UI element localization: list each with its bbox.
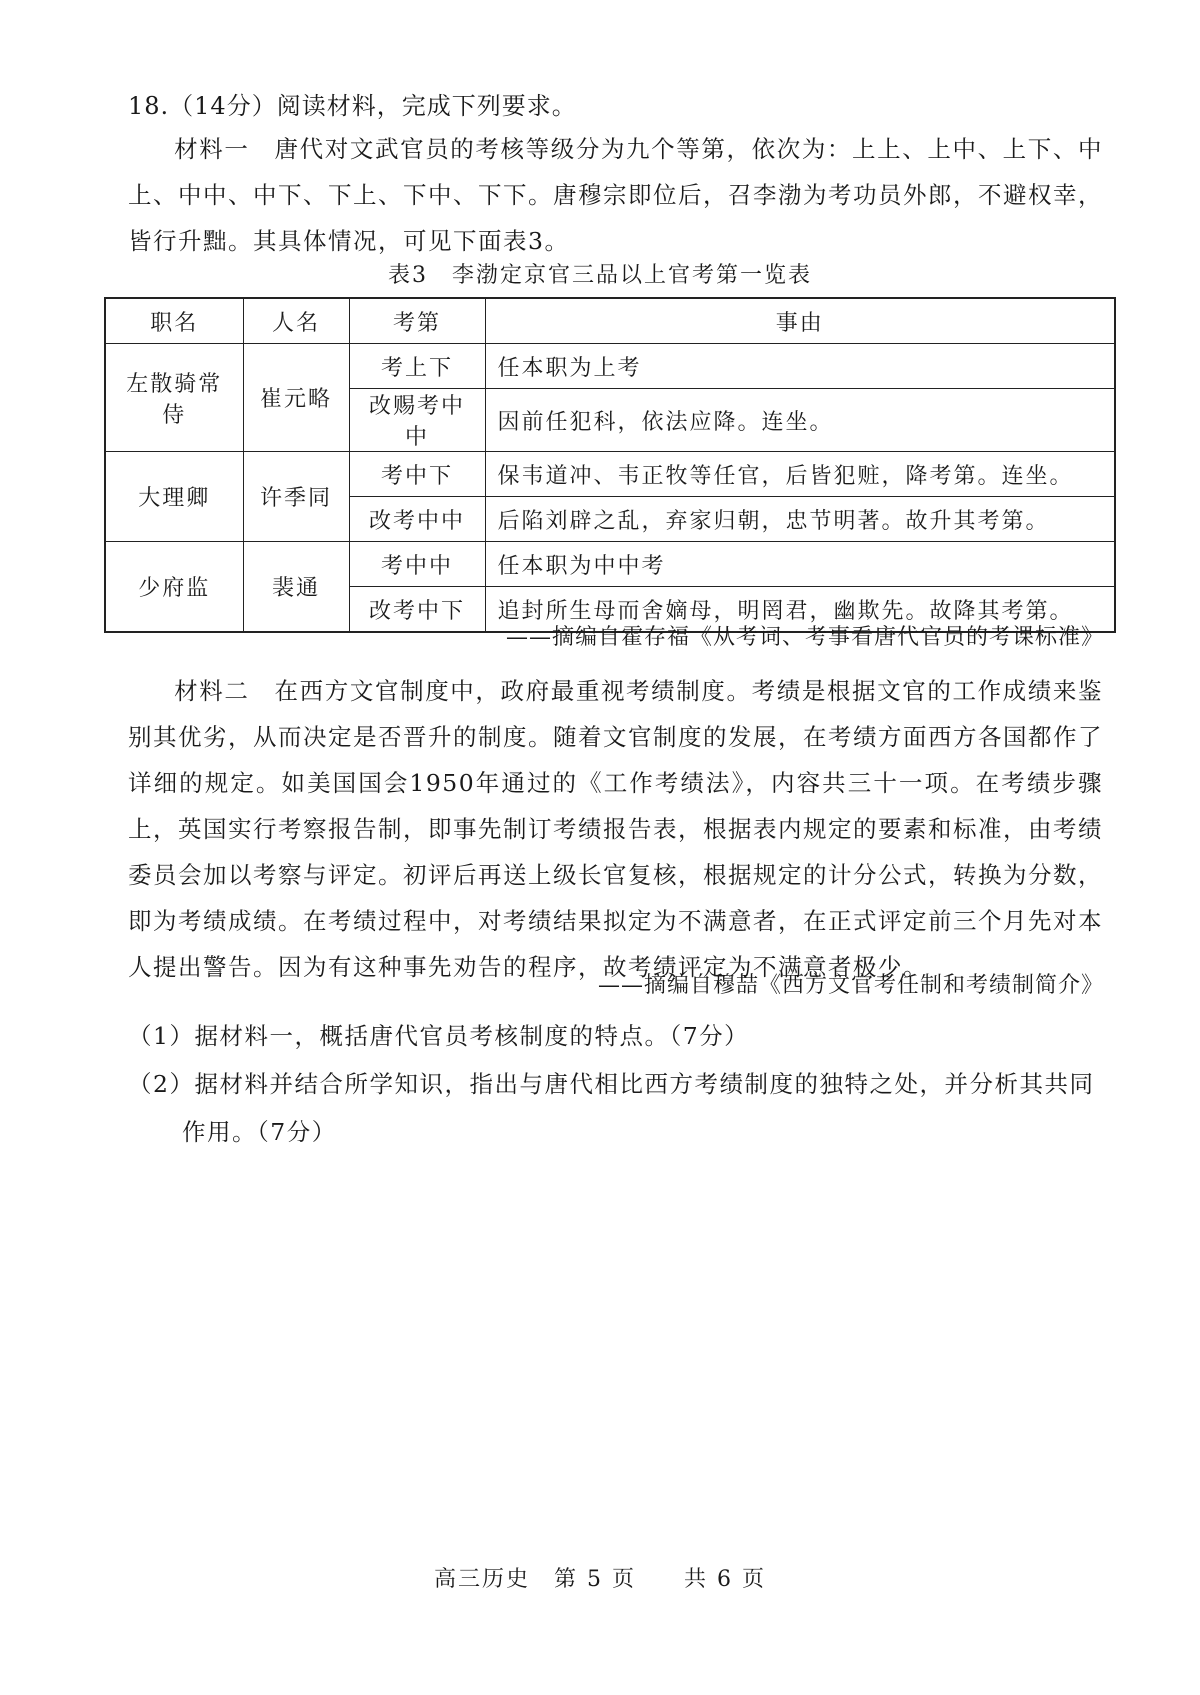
name-cell: 许季同 <box>243 452 349 542</box>
table-caption: 表3 李渤定京官三品以上官考第一览表 <box>388 263 812 288</box>
header-reason: 事由 <box>485 298 1115 344</box>
position-cell: 大理卿 <box>105 452 243 542</box>
table-row <box>105 344 1115 389</box>
header-grade: 考第 <box>349 298 485 344</box>
material-one-label: 材料一 <box>174 135 250 163</box>
sub-question-2-line2: 作用。（7分） <box>182 1118 337 1146</box>
table-header-row <box>105 298 1115 344</box>
reason-cell: 后陷刘辟之乱，弃家归朝，忠节明著。故升其考第。 <box>485 497 1115 542</box>
reason-cell: 任本职为中中考 <box>485 542 1115 587</box>
grade-cell: 改赐考中中 <box>349 389 485 452</box>
sub-question-1: （1）据材料一，概括唐代官员考核制度的特点。（7分） <box>128 1022 750 1050</box>
material-two-text: 在西方文官制度中，政府最重视考绩制度。考绩是根据文官的工作成绩来鉴别其优劣，从而决定是否晋升的制度。随着文官制度的发展，在考绩方面西方各国都作了详细的规定。如美国国会1950年通过的《工作考绩法》，内容共三十一项。在考绩步骤上，英国实行考察报告制，即事先制订考绩报告表，根据表内规定的要素和标准，由考绩委员会加以考察与评定。初评后再送上级长官复核，根据规定的计分公式，转换为分数，即为考绩成绩。在考绩过程中，对考绩结果拟定为不满意者，在正式评定前三个月先对本人提出警告。因为有这种事先劝告的程序，故考绩评定为不满意者极少。 <box>128 677 1104 981</box>
official-grade-table <box>104 297 1116 633</box>
material-two-source-citation: ——摘编自穆喆《西方文官考任制和考绩制简介》 <box>597 973 1104 998</box>
page-footer: 高三历史 第 5 页 共 6 页 <box>434 1567 766 1592</box>
grade-cell: 改考中中 <box>349 497 485 542</box>
material-two <box>128 668 1103 990</box>
reason-cell: 保韦道冲、韦正牧等任官，后皆犯赃，降考第。连坐。 <box>485 452 1115 497</box>
table-source-citation: ——摘编自霍存福《从考词、考事看唐代官员的考课标准》 <box>505 625 1104 650</box>
grade-cell: 考中下 <box>349 452 485 497</box>
position-cell: 少府监 <box>105 542 243 633</box>
material-two-label: 材料二 <box>174 677 250 705</box>
reason-cell: 任本职为上考 <box>485 344 1115 389</box>
reason-cell: 追封所生母而舍嫡母，明罔君，幽欺先。故降其考第。 <box>485 587 1115 633</box>
material-one <box>128 126 1103 264</box>
grade-cell: 改考中下 <box>349 587 485 633</box>
question-header: 18.（14分）阅读材料，完成下列要求。 <box>128 92 577 120</box>
reason-cell: 因前任犯科，依法应降。连坐。 <box>485 389 1115 452</box>
name-cell: 崔元略 <box>243 344 349 452</box>
table-row <box>105 542 1115 587</box>
grade-cell: 考中中 <box>349 542 485 587</box>
sub-question-2 <box>128 1060 1103 1156</box>
sub-question-2-line1: （2）据材料并结合所学知识，指出与唐代相比西方考绩制度的独特之处，并分析其共同 <box>128 1070 1095 1098</box>
grade-cell: 考上下 <box>349 344 485 389</box>
header-name: 人名 <box>243 298 349 344</box>
header-position: 职名 <box>105 298 243 344</box>
name-cell: 裴通 <box>243 542 349 633</box>
table-row <box>105 452 1115 497</box>
material-one-text: 唐代对文武官员的考核等级分为九个等第，依次为：上上、上中、上下、中上、中中、中下、下上、下中、下下。唐穆宗即位后，召李渤为考功员外郎，不避权幸，皆行升黜。其具体情况，可见下面表3。 <box>128 135 1104 255</box>
position-cell: 左散骑常侍 <box>105 344 243 452</box>
